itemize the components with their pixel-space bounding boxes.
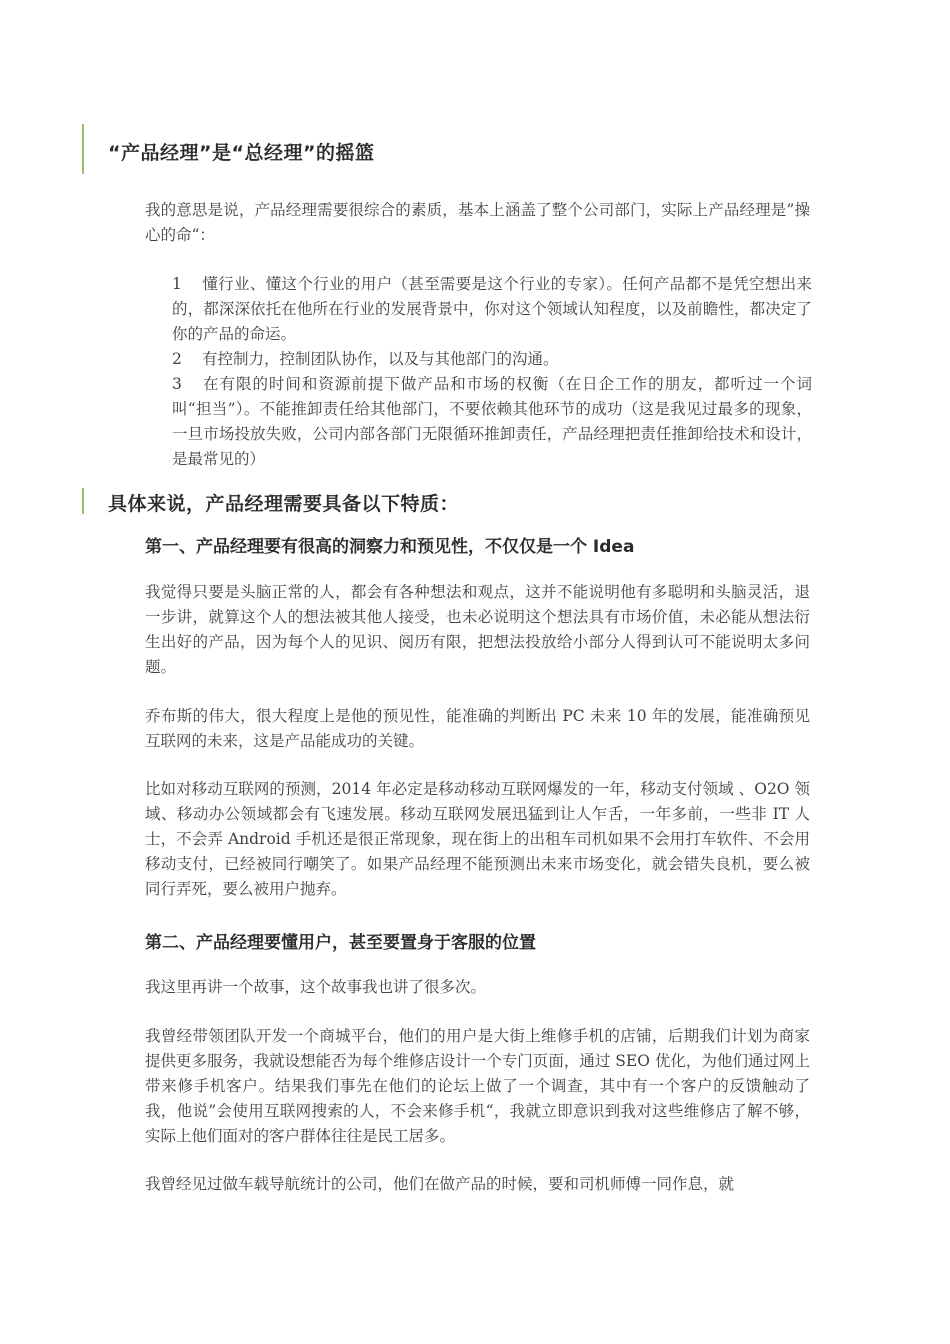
subsection-heading: 第一、产品经理要有很高的洞察力和预见性，不仅仅是一个 Idea xyxy=(145,537,635,557)
paragraph: 乔布斯的伟大，很大程度上是他的预见性，能准确的判断出 PC 未来 10 年的发展，能准确预见互联网的未来，这是产品能成功的关键。 xyxy=(145,707,810,750)
list-item: 3 在有限的时间和资源前提下做产品和市场的权衡（在日企工作的朋友，都听过一个词叫“担当”）。不能推卸责任给其他部门，不要依赖其他环节的成功（这是我见过最多的现象，一旦市场投放失败，公司内部各部门无限循环推卸责任，产品经理把责任推卸给技术和设计，是最常见的） xyxy=(172,375,812,468)
subsection-heading: 第二、产品经理要懂用户，甚至要置身于客服的位置 xyxy=(145,933,536,953)
heading-accent-bar xyxy=(82,124,84,174)
paragraph: 我曾经带领团队开发一个商城平台，他们的用户是大街上维修手机的店铺，后期我们计划为商家提供更多服务，我就设想能否为每个维修店设计一个专门页面，通过 SEO 优化，为他们通过网上带来修手机客户。结果我们事先在他们的论坛上做了一个调查，其中有一个客户的反馈触动了我，他说”会使用互联网搜索的人，不会来修手机“，我就立即意识到我对这些维修店了解不够，实际上他们面对的客户群体往往是民工居多。 xyxy=(145,1027,810,1145)
section-heading: “产品经理”是“总经理”的摇篮 xyxy=(108,142,375,164)
paragraph: 我曾经见过做车载导航统计的公司，他们在做产品的时候，要和司机师傅一同作息，就 xyxy=(145,1175,735,1193)
paragraph: 我这里再讲一个故事，这个故事我也讲了很多次。 xyxy=(145,978,487,996)
section-heading: 具体来说，产品经理需要具备以下特质： xyxy=(108,493,460,515)
intro-paragraph: 我的意思是说，产品经理需要很综合的素质，基本上涵盖了整个公司部门，实际上产品经理是”操心的命“： xyxy=(145,201,810,244)
heading-accent-bar xyxy=(82,488,84,514)
numbered-list xyxy=(172,272,812,472)
list-item: 1 懂行业、懂这个行业的用户（甚至需要是这个行业的专家）。任何产品都不是凭空想出来的，都深深依托在他所在行业的发展背景中，你对这个领域认知程度，以及前瞻性，都决定了你的产品的命运。 xyxy=(172,275,812,343)
paragraph: 比如对移动互联网的预测，2014 年必定是移动移动互联网爆发的一年，移动支付领域 、O2O 领域、移动办公领域都会有飞速发展。移动互联网发展迅猛到让人乍舌，一年多前，一些非 IT 人士，不会弄 Android 手机还是很正常现象，现在街上的出租车司机如果不会用打车软件、不会用移动支付，已经被同行嘲笑了。如果产品经理不能预测出未来市场变化，就会错失良机，要么被同行弄死，要么被用户抛弃。 xyxy=(145,780,810,898)
list-item: 2 有控制力，控制团队协作，以及与其他部门的沟通。 xyxy=(172,350,559,368)
paragraph: 我觉得只要是头脑正常的人，都会有各种想法和观点，这并不能说明他有多聪明和头脑灵活，退一步讲，就算这个人的想法被其他人接受，也未必说明这个想法具有市场价值，未必能从想法衍生出好的产品，因为每个人的见识、阅历有限，把想法投放给小部分人得到认可不能说明太多问题。 xyxy=(145,583,810,676)
